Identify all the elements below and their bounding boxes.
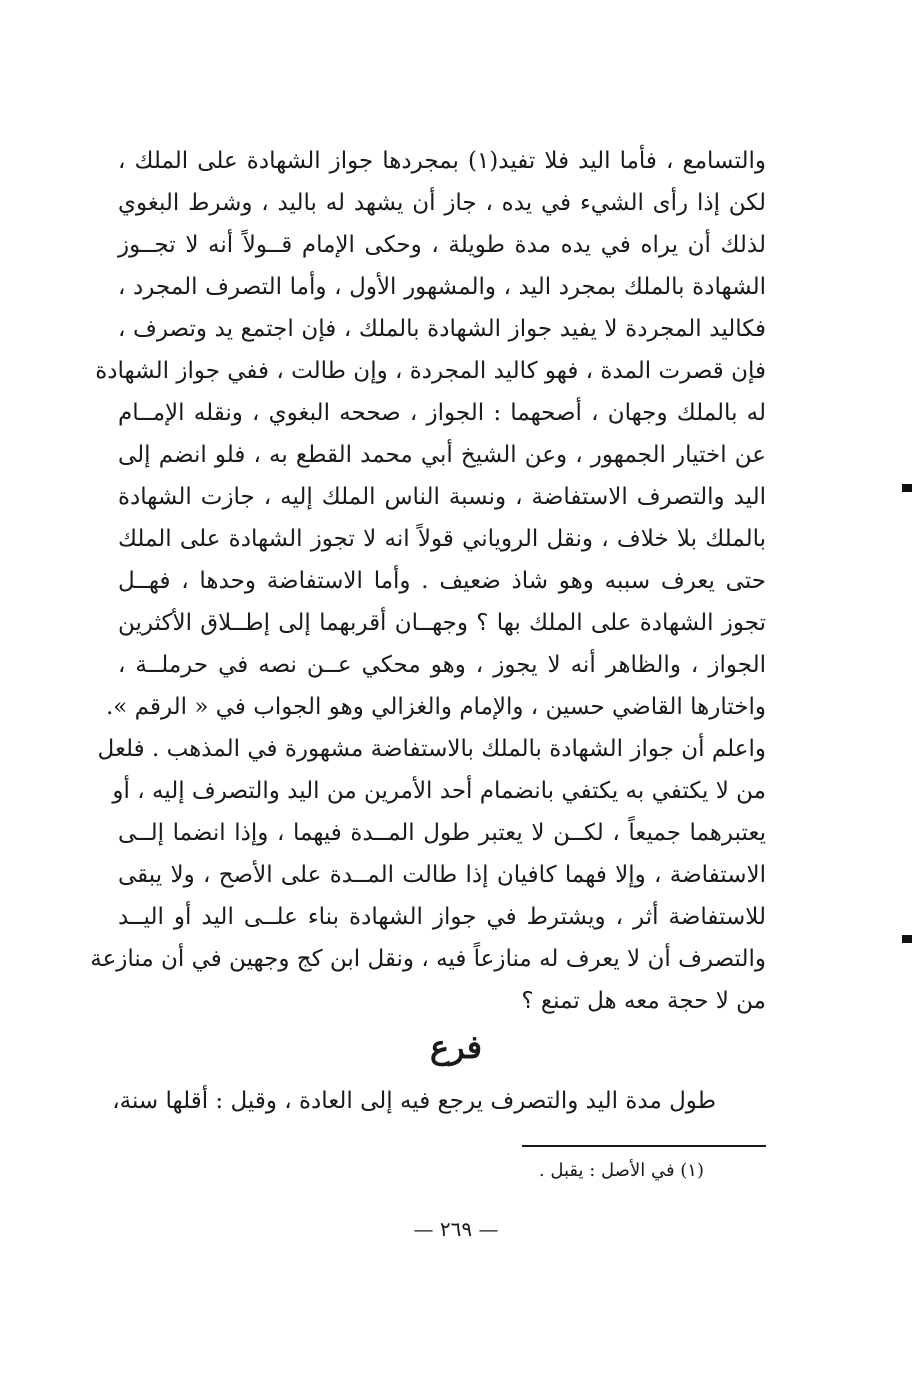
text-line: تجوز الشهادة على الملك بها ؟ وجهــان أقربهما إلى إطــلاق الأكثرين	[118, 610, 766, 636]
branch-text: طول مدة اليد والتصرف يرجع فيه إلى العادة ، وقيل : أقلها سنة،	[112, 1088, 716, 1114]
text-line: فإن قصرت المدة ، فهو كاليد المجردة ، وإن طالت ، ففي جواز الشهادة	[95, 358, 766, 384]
text-line: من لا حجة معه هل تمنع ؟	[521, 988, 766, 1014]
text-line: له بالملك وجهان ، أصحهما : الجواز ، صححه البغوي ، ونقله الإمــام	[118, 400, 766, 426]
text-line: واختارها القاضي حسين ، والإمام والغزالي وهو الجواب في « الرقم ».	[105, 694, 766, 720]
footnote: (١) في الأصل : يقبل .	[538, 1160, 704, 1181]
main-text	[90, 140, 766, 1022]
text-line: والتصرف أن لا يعرف له منازعاً فيه ، ونقل ابن كج وجهين في أن منازعة	[90, 946, 766, 972]
scan-edge-mark	[902, 484, 912, 492]
text-line: الجواز ، والظاهر أنه لا يجوز ، وهو محكي عــن نصه في حرملــة ،	[118, 652, 766, 678]
text-line: للاستفاضة أثر ، ويشترط في جواز الشهادة بناء علــى اليد أو اليــد	[118, 904, 766, 930]
text-line: الاستفاضة ، وإلا فهما كافيان إذا طالت المــدة على الأصح ، ولا يبقى	[118, 862, 766, 888]
text-line: واعلم أن جواز الشهادة بالملك بالاستفاضة مشهورة في المذهب . فلعل	[97, 736, 766, 762]
text-line: والتسامع ، فأما اليد فلا تفيد(١) بمجردها جواز الشهادة على الملك ،	[118, 148, 766, 174]
text-line: لكن إذا رأى الشيء في يده ، جاز أن يشهد له باليد ، وشرط البغوي	[118, 190, 766, 216]
text-line: عن اختيار الجمهور ، وعن الشيخ أبي محمد القطع به ، فلو انضم إلى	[118, 442, 766, 468]
text-line: الشهادة بالملك بمجرد اليد ، والمشهور الأول ، وأما التصرف المجرد ،	[118, 274, 766, 300]
text-line: اليد والتصرف الاستفاضة ، ونسبة الناس الملك إليه ، جازت الشهادة	[118, 484, 766, 510]
text-line: من لا يكتفي به يكتفي بانضمام أحد الأمرين من اليد والتصرف إليه ، أو	[112, 778, 766, 804]
section-heading: فرع	[429, 1028, 483, 1066]
text-line: حتى يعرف سببه وهو شاذ ضعيف . وأما الاستفاضة وحدها ، فهــل	[118, 568, 766, 594]
text-line: بالملك بلا خلاف ، ونقل الروياني قولاً انه لا تجوز الشهادة على الملك	[118, 526, 766, 552]
text-line: فكاليد المجردة لا يفيد جواز الشهادة بالملك ، فإن اجتمع يد وتصرف ،	[118, 316, 766, 342]
text-line: لذلك أن يراه في يده مدة طويلة ، وحكى الإمام قــولاً أنه لا تجــوز	[118, 232, 766, 258]
footnote-divider	[522, 1145, 766, 1147]
page-number: — ٢٦٩ —	[413, 1217, 499, 1241]
scan-edge-mark	[902, 935, 912, 943]
text-line: يعتبرهما جميعاً ، لكــن لا يعتبر طول المــدة فيهما ، وإذا انضما إلــى	[118, 820, 766, 846]
